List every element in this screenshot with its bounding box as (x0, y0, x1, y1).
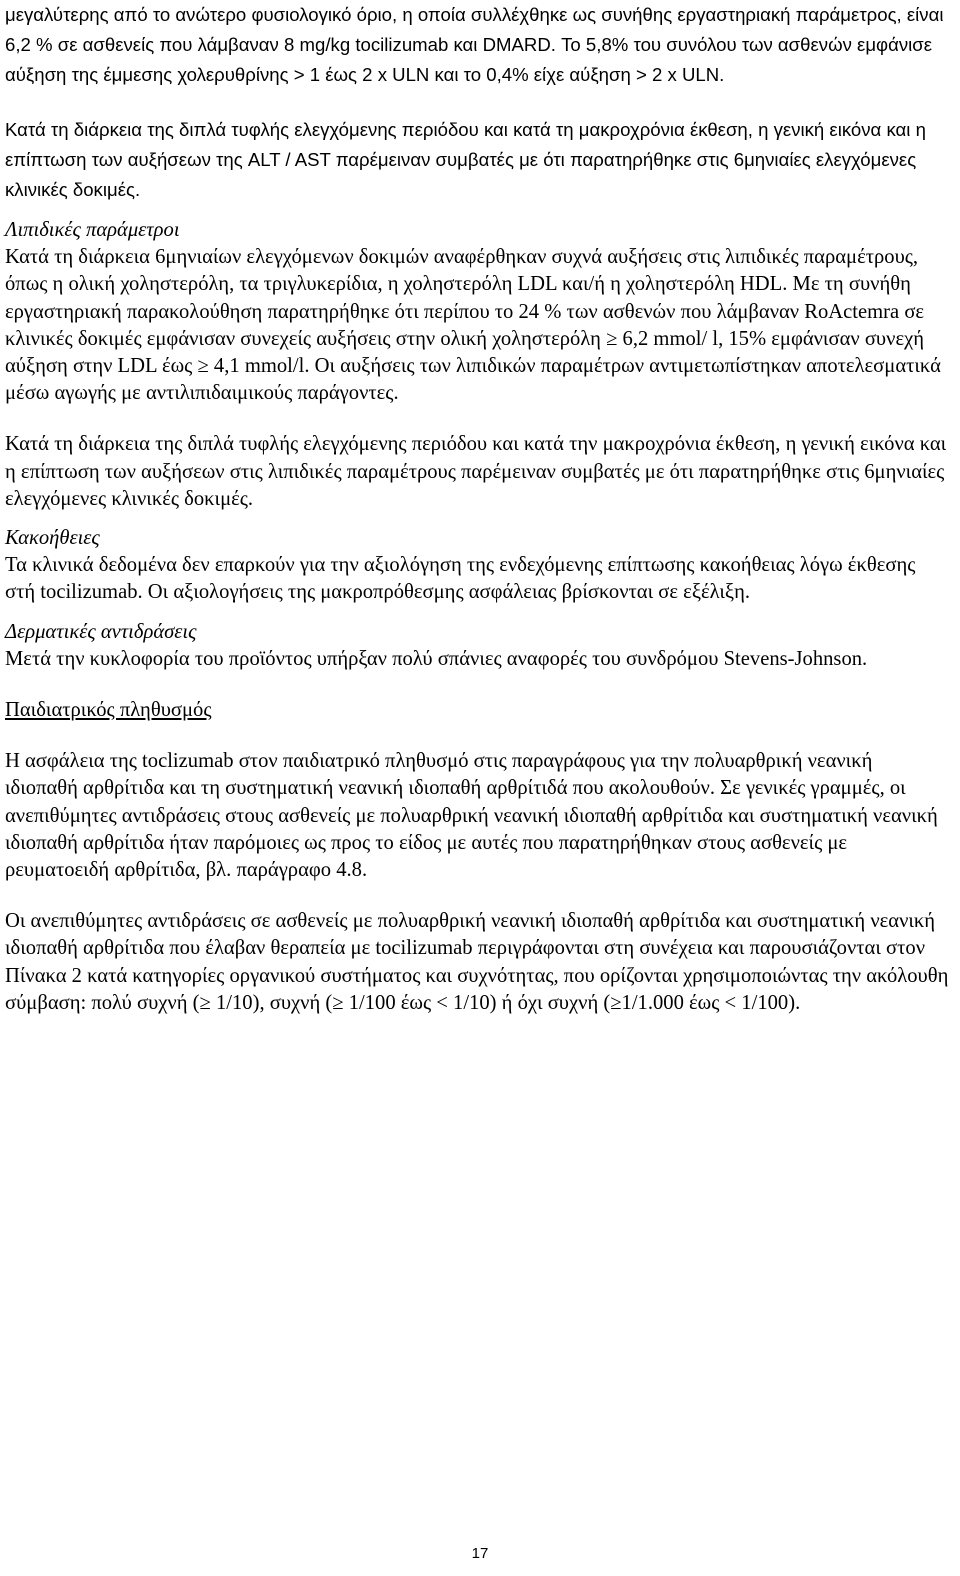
paragraph-skin-reactions: Μετά την κυκλοφορία του προϊόντος υπήρξαν πολύ σπάνιες αναφορές του συνδρόμου Stevens-Johnson. (5, 647, 868, 670)
heading-paediatric-population: Παιδιατρικός πληθυσμός (5, 699, 212, 722)
page-number: 17 (471, 1545, 489, 1562)
heading-lipid-parameters: Λιπιδικές παράμετροι (5, 219, 180, 241)
heading-skin-reactions: Δερματικές αντιδράσεις (5, 620, 197, 643)
document-page (5, 0, 950, 1017)
paragraph-lipid-long-term: Κατά τη διάρκεια της διπλά τυφλής ελεγχόμενης περιόδου και κατά την μακροχρόνια έκθεση, η γενική εικόνα και η επίπτωση των αυξήσεων στις λιπιδικές παραμέτρους παρέμειναν συμβατές με ότι παρατηρήθηκε στις 6μηνιαίες ελεγχόμενες κλινικές δοκιμές. (5, 433, 947, 510)
heading-malignancies: Κακοήθειες (5, 527, 100, 550)
paragraph-malignancies: Τα κλινικά δεδομένα δεν επαρκούν για την αξιολόγηση της ενδεχόμενης επίπτωσης κακοήθειας λόγω έκθεσης στή tocilizumab. Οι αξιολογήσεις της μακροπρόθεσμης ασφάλειας βρίσκονται σε εξέλιξη. (5, 554, 916, 604)
paragraph-paediatric-safety: Η ασφάλεια της toclizumab στον παιδιατρικό πληθυσμό στις παραγράφους για την πολυαρθρική νεανική ιδιοπαθή αρθρίτιδα και τη συστηματική νεανική ιδιοπαθή αρθρίτιδά που ακολουθούν. Σε γενικές γραμμές, οι ανεπιθύμητες αντιδράσεις στους ασθενείς με πολυαρθρική νεανική ιδιοπαθή αρθρίτιδα και συστηματική νεανική ιδιοπαθή αρθρίτιδα ήταν παρόμοιες ως προς το είδος με αυτές που παρατηρήθηκαν στους ασθενείς με ρευματοειδή αρθρίτιδα, βλ. παράγραφο 4.8. (5, 750, 938, 882)
paragraph-alt-ast: Κατά τη διάρκεια της διπλά τυφλής ελεγχόμενης περιόδου και κατά τη μακροχρόνια έκθεση, η γενική εικόνα και η επίπτωση των αυξήσεων της ALT / AST παρέμειναν συμβατές με ότι παρατηρήθηκε στις 6μηνιαίες ελεγχόμενες κλινικές δοκιμές. (5, 119, 926, 200)
paragraph-lipid-parameters: Κατά τη διάρκεια 6μηνιαίων ελεγχόμενων δοκιμών αναφέρθηκαν συχνά αυξήσεις στις λιπιδικές παραμέτρους, όπως η ολική χοληστερόλη, τα τριγλυκερίδια, η χοληστερόλη LDL και/ή η χοληστερόλη HDL. Με τη συνήθη εργαστηριακή παρακολούθηση παρατηρήθηκε ότι περίπου το 24 % των ασθενών που λάμβαναν RoActemra σε κλινικές δοκιμές εμφάνισαν συνεχείς αυξήσεις στην ολική χοληστερόλη ≥ 6,2 mmol/ l, 15% εμφάνισαν συνεχή αύξηση στην LDL έως ≥ 4,1 mmol/l. Οι αυξήσεις των λιπιδικών παραμέτρων αντιμετωπίστηκαν αποτελεσματικά μέσω αγωγής με αντιλιπιδαιμικούς παράγοντες. (5, 246, 941, 405)
paragraph-adverse-reactions: Οι ανεπιθύμητες αντιδράσεις σε ασθενείς με πολυαρθρική νεανική ιδιοπαθή αρθρίτιδα και συστηματική νεανική ιδιοπαθή αρθρίτιδα που έλαβαν θεραπεία με tocilizumab περιγράφονται στη συνέχεια και παρουσιάζονται στον Πίνακα 2 κατά κατηγορίες οργανικού συστήματος και συχνότητας, που ορίζονται χρησιμοποιώντας την ακόλουθη σύμβαση: πολύ συχνή (≥ 1/10), συχνή (≥ 1/100 έως < 1/10) ή όχι συχνή (≥1/1.000 έως < 1/100). (5, 910, 949, 1014)
paragraph-bilirubin: μεγαλύτερης από το ανώτερο φυσιολογικό όριο, η οποία συλλέχθηκε ως συνήθης εργαστηριακή παράμετρος, είναι 6,2 % σε ασθενείς που λάμβαναν 8 mg/kg tocilizumab και DMARD. Το 5,8% του συνόλου των ασθενών εμφάνισε αύξηση της έμμεσης χολερυθρίνης > 1 έως 2 x ULN και το 0,4% είχε αύξηση > 2 x ULN. (5, 4, 944, 85)
